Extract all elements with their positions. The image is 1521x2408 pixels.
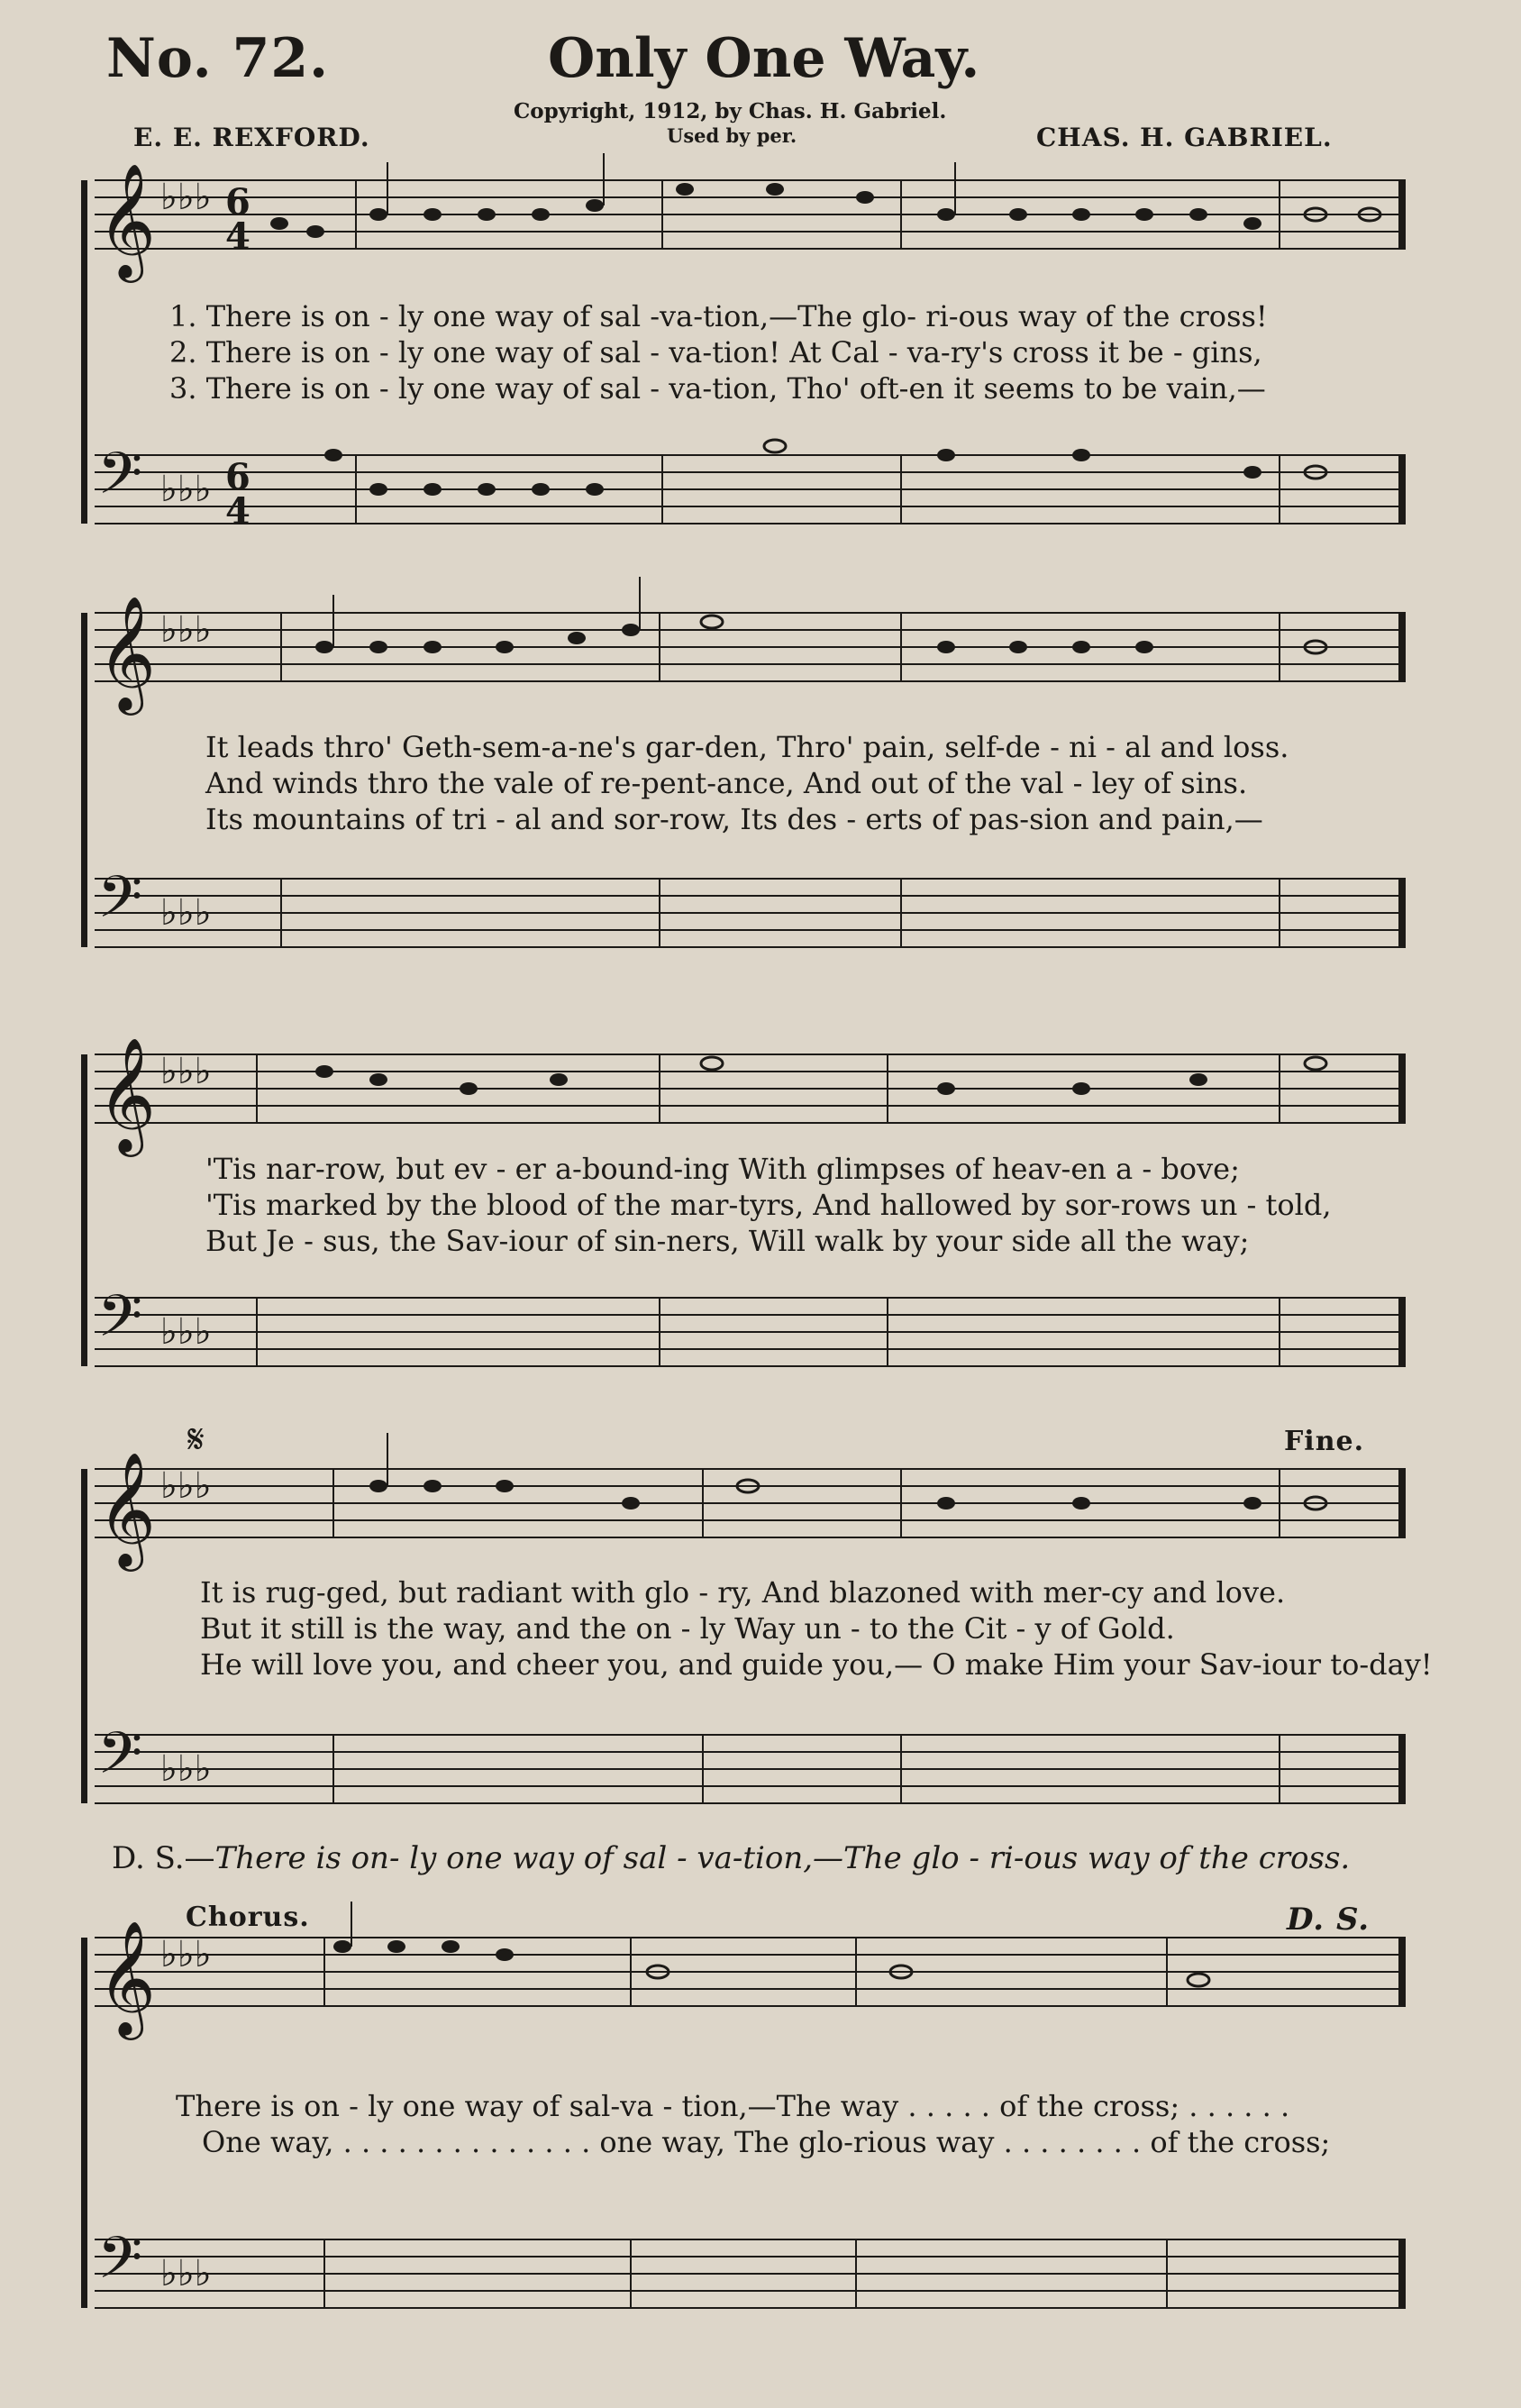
- bass-clef-icon: 𝄢: [97, 1720, 143, 1801]
- chorus-line-2: One way, . . . . . . . . . . . . . . one way, The glo-rious way . . . . . . . . of the cross;: [202, 2125, 1331, 2159]
- svg-text:♭♭♭: ♭♭♭: [160, 1051, 212, 1092]
- treble-clef-icon: 𝄞: [97, 162, 157, 278]
- staff-treble-1: [95, 180, 1406, 249]
- bass-clef-icon: 𝄢: [97, 2225, 143, 2306]
- verse-3-line-1: 3. There is on - ly one way of sal - va-tion, Tho' oft-en it seems to be vain,—: [169, 371, 1266, 406]
- bass-clef-icon: 𝄢: [97, 1283, 143, 1364]
- verse-2-line-1: 2. There is on - ly one way of sal - va-tion! At Cal - va-ry's cross it be - gins,: [169, 335, 1262, 369]
- bass-clef-icon: 𝄢: [97, 441, 143, 522]
- treble-clef-icon: 𝄞: [97, 1920, 157, 2035]
- svg-text:4: 4: [225, 490, 250, 533]
- svg-text:♭♭♭: ♭♭♭: [160, 1311, 212, 1353]
- staff-bass-4: [95, 1735, 1406, 1803]
- hymn-title: Only One Way.: [548, 27, 980, 90]
- svg-text:♭♭♭: ♭♭♭: [160, 892, 212, 934]
- chorus-label: Chorus.: [186, 1902, 310, 1933]
- verse-1-line-2: It leads thro' Geth-sem-a-ne's gar-den, Thro' pain, self-de - ni - al and loss.: [205, 730, 1289, 764]
- svg-text:♭♭♭: ♭♭♭: [160, 609, 212, 651]
- svg-text:♭♭♭: ♭♭♭: [160, 177, 212, 218]
- treble-clef-icon: 𝄞: [97, 595, 157, 710]
- svg-text:6: 6: [225, 181, 250, 223]
- staff-bass-1: [95, 455, 1406, 524]
- ds-marker: D. S.: [1287, 1902, 1371, 1938]
- staff-treble-chorus: [95, 1938, 1406, 2006]
- svg-text:♭♭♭: ♭♭♭: [160, 1934, 212, 1975]
- svg-text:♭♭♭: ♭♭♭: [160, 1465, 212, 1507]
- svg-text:♭♭♭: ♭♭♭: [160, 469, 212, 510]
- composer: CHAS. H. GABRIEL.: [1036, 123, 1333, 152]
- verse-3-line-2: Its mountains of tri - al and sor-row, Its des - erts of pas-sion and pain,—: [205, 802, 1263, 836]
- staff-bass-2: [95, 879, 1406, 947]
- verse-3-line-3: But Je - sus, the Sav-iour of sin-ners, Will walk by your side all the way;: [205, 1224, 1250, 1258]
- svg-text:6: 6: [225, 456, 250, 498]
- svg-text:4: 4: [225, 215, 250, 258]
- copyright-notice: Copyright, 1912, by Chas. H. Gabriel.: [514, 99, 947, 123]
- verse-2-line-4: But it still is the way, and the on - ly Way un - to the Cit - y of Gold.: [200, 1611, 1175, 1646]
- verse-1-line-3: 'Tis nar-row, but ev - er a-bound-ing With glimpses of heav-en a - bove;: [205, 1152, 1240, 1186]
- verse-1-line-1: 1. There is on - ly one way of sal -va-tion,—The glo- ri-ous way of the cross!: [169, 299, 1268, 333]
- verse-2-line-3: 'Tis marked by the blood of the mar-tyrs, And hallowed by sor-rows un - told,: [205, 1188, 1332, 1222]
- chorus-line-1: There is on - ly one way of sal-va - tion,—The way . . . . . of the cross; . . . . . .: [176, 2089, 1290, 2123]
- verse-2-line-2: And winds thro the vale of re-pent-ance, And out of the val - ley of sins.: [205, 766, 1248, 800]
- staff-treble-2: [95, 613, 1406, 681]
- system-brackets: [81, 180, 87, 2308]
- lyricist: E. E. REXFORD.: [133, 123, 370, 152]
- treble-clef-icon: 𝄞: [97, 1036, 157, 1152]
- permission-notice: Used by per.: [667, 124, 797, 147]
- staff-bass-3: [95, 1298, 1406, 1366]
- bass-clef-icon: 𝄢: [97, 864, 143, 945]
- dal-segno-line: [112, 1840, 1350, 1876]
- fine-marker: Fine.: [1284, 1426, 1365, 1457]
- segno-icon: 𝄋: [187, 1417, 205, 1463]
- treble-clef-icon: 𝄞: [97, 1451, 157, 1566]
- ds-lyric: There is on- ly one way of sal - va-tion,—The glo - ri-ous way of the cross.: [214, 1840, 1351, 1876]
- hymn-number: No. 72.: [106, 27, 329, 90]
- staff-bass-chorus: [95, 2239, 1406, 2308]
- verse-3-line-4: He will love you, and cheer you, and guide you,— O make Him your Sav-iour to-day!: [200, 1647, 1433, 1682]
- svg-text:♭♭♭: ♭♭♭: [160, 1748, 212, 1790]
- noteheads: [270, 183, 1380, 238]
- verse-1-line-4: It is rug-ged, but radiant with glo - ry, And blazoned with mer-cy and love.: [200, 1575, 1286, 1610]
- staff-treble-3: [95, 1054, 1406, 1123]
- ds-prefix: D. S.—: [112, 1840, 215, 1876]
- svg-text:♭♭♭: ♭♭♭: [160, 2253, 212, 2294]
- key-signature-flats: [160, 177, 212, 2294]
